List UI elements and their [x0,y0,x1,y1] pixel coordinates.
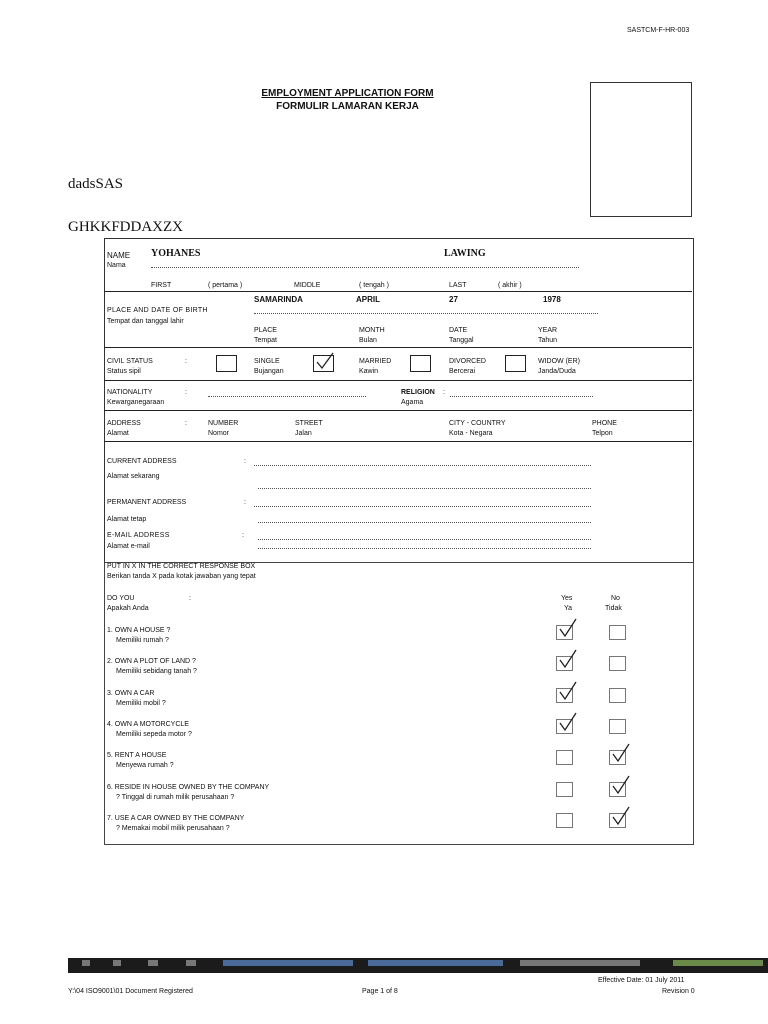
city-label: CITY - COUNTRY [449,420,506,427]
address-colon: : [185,420,187,427]
middle-label: MIDDLE [294,282,321,289]
question-7-label-id: ? Memakai mobil milik perusahaan ? [116,825,230,832]
place-label: PLACE [254,327,277,334]
street-label: STREET [295,420,323,427]
question-3-yes-checkbox[interactable] [556,688,573,703]
question-7-no-checkbox[interactable] [609,813,626,828]
document-code: SASTCM-F-HR-003 [627,27,690,34]
current-address-label: CURRENT ADDRESS [107,458,177,465]
married-checkbox[interactable] [410,355,431,372]
number-label-id: Nomor [208,430,230,437]
check-icon [558,681,578,701]
no-label-id: Tidak [605,605,622,612]
widow-label-id: Janda/Duda [538,368,576,375]
single-checkbox[interactable] [313,355,334,372]
year-label: YEAR [538,327,558,334]
question-4-label: 4. OWN A MOTORCYCLE [107,721,189,728]
question-1-label-id: Memiliki rumah ? [116,637,169,644]
current-address-field-1[interactable] [254,465,591,466]
last-label: LAST [449,282,467,289]
question-2-label-id: Memiliki sebidang tanah ? [116,668,197,675]
email-colon: : [242,532,244,539]
photo-box [590,82,692,217]
question-4-no-checkbox[interactable] [609,719,626,734]
place-label-id: Tempat [254,337,277,344]
form-title-english: EMPLOYMENT APPLICATION FORM [261,88,434,99]
email-label: E-MAIL ADDRESS [107,532,170,539]
religion-label: RELIGION [401,389,435,396]
birth-label-id: Tempat dan tanggal lahir [107,318,184,325]
question-6-yes-checkbox[interactable] [556,782,573,797]
permanent-address-field-1[interactable] [254,506,591,507]
religion-label-id: Agama [401,399,424,406]
first-label: FIRST [151,282,172,289]
number-label: NUMBER [208,420,239,427]
yes-label: Yes [561,595,573,602]
instruction-label: PUT IN X IN THE CORRECT RESPONSE BOX [107,563,256,570]
do-you-label-id: Apakah Anda [107,605,149,612]
first-name-value[interactable]: YOHANES [151,248,201,259]
city-label-id: Kota - Negara [449,430,493,437]
divorced-label-id: Bercerai [449,368,476,375]
check-icon [558,618,578,638]
taskbar-strip [68,958,768,973]
question-6-no-checkbox[interactable] [609,782,626,797]
nationality-field[interactable] [208,396,366,397]
check-icon [611,775,631,795]
question-3-no-checkbox[interactable] [609,688,626,703]
question-2-yes-checkbox[interactable] [556,656,573,671]
question-5-no-checkbox[interactable] [609,750,626,765]
question-5-label-id: Menyewa rumah ? [116,762,174,769]
married-label-id: Kawin [359,368,379,375]
year-label-id: Tahun [538,337,558,344]
check-icon [558,649,578,669]
page-number: Page 1 of 8 [362,988,398,995]
personal-info-box [104,238,694,563]
date-label: DATE [449,327,468,334]
birth-fill-line [254,313,598,314]
revision: Revision 0 [662,988,695,995]
email-field-2[interactable] [258,548,591,549]
do-you-colon: : [189,595,191,602]
birth-date-value[interactable]: 27 [449,295,458,304]
check-icon [611,806,631,826]
civil-status-label-id: Status sipil [107,368,141,375]
nationality-colon: : [185,389,187,396]
phone-label: PHONE [592,420,617,427]
birth-year-value[interactable]: 1978 [543,295,561,304]
check-icon [315,351,335,371]
do-you-label: DO YOU [107,595,135,602]
handwritten-line-2: GHKKFDDAXZX [68,219,183,235]
nationality-label: NATIONALITY [107,389,153,396]
question-7-yes-checkbox[interactable] [556,813,573,828]
name-label: NAME [107,251,131,260]
nationality-label-id: Kewarganegaraan [107,399,165,406]
question-5-label: 5. RENT A HOUSE [107,752,167,759]
question-1-yes-checkbox[interactable] [556,625,573,640]
question-5-yes-checkbox[interactable] [556,750,573,765]
civil-status-colon: : [185,358,187,365]
last-label-id: ( akhir ) [498,282,522,289]
single-label-id: Bujangan [254,368,284,375]
divorced-checkbox[interactable] [505,355,526,372]
question-6-label-id: ? Tinggal di rumah milik perusahaan ? [116,794,235,801]
last-name-value[interactable]: LAWING [444,248,486,259]
month-label: MONTH [359,327,385,334]
middle-label-id: ( tengah ) [359,282,389,289]
email-field[interactable] [258,539,591,540]
phone-label-id: Telpon [592,430,613,437]
question-3-label-id: Memiliki mobil ? [116,700,166,707]
document-path: Y:\04 ISO9001\01 Document Registered [68,988,193,995]
question-6-label: 6. RESIDE IN HOUSE OWNED BY THE COMPANY [107,784,270,791]
religion-field[interactable] [450,396,593,397]
current-address-colon: : [244,458,246,465]
widow-label: WIDOW (ER) [538,358,580,365]
yes-label-id: Ya [564,605,573,612]
current-address-field-2[interactable] [258,488,591,489]
email-label-id: Alamat e-mail [107,543,150,550]
married-label: MARRIED [359,358,392,365]
question-4-label-id: Memiliki sepeda motor ? [116,731,192,738]
birth-label: PLACE AND DATE OF BIRTH [107,307,208,314]
permanent-address-colon: : [244,499,246,506]
no-label: No [611,595,620,602]
name-fill-line [151,267,579,268]
address-label-id: Alamat [107,430,129,437]
religion-colon: : [443,389,445,396]
effective-date: Effective Date: 01 July 2011 [598,977,685,984]
question-7-label: 7. USE A CAR OWNED BY THE COMPANY [107,815,245,822]
birth-place-value[interactable]: SAMARINDA [254,295,303,304]
address-label: ADDRESS [107,420,141,427]
name-label-id: Nama [107,262,126,269]
current-address-label-id: Alamat sekarang [107,473,160,480]
handwritten-line-1: dadsSAS [68,176,124,192]
question-1-no-checkbox[interactable] [609,625,626,640]
form-title-indonesian: FORMULIR LAMARAN KERJA [276,101,419,112]
month-label-id: Bulan [359,337,377,344]
civil-blank-checkbox[interactable] [216,355,237,372]
question-3-label: 3. OWN A CAR [107,690,155,697]
check-icon [611,743,631,763]
birth-month-value[interactable]: APRIL [356,295,380,304]
single-label: SINGLE [254,358,280,365]
permanent-address-label: PERMANENT ADDRESS [107,499,187,506]
street-label-id: Jalan [295,430,312,437]
civil-status-label: CIVIL STATUS [107,358,153,365]
question-2-label: 2. OWN A PLOT OF LAND ? [107,658,196,665]
permanent-address-field-2[interactable] [258,522,591,523]
question-2-no-checkbox[interactable] [609,656,626,671]
first-label-id: ( pertama ) [208,282,243,289]
date-label-id: Tanggal [449,337,474,344]
instruction-label-id: Berikan tanda X pada kotak jawaban yang tepat [107,573,256,580]
permanent-address-label-id: Alamat tetap [107,516,147,523]
question-4-yes-checkbox[interactable] [556,719,573,734]
question-1-label: 1. OWN A HOUSE ? [107,627,171,634]
divorced-label: DIVORCED [449,358,486,365]
check-icon [558,712,578,732]
